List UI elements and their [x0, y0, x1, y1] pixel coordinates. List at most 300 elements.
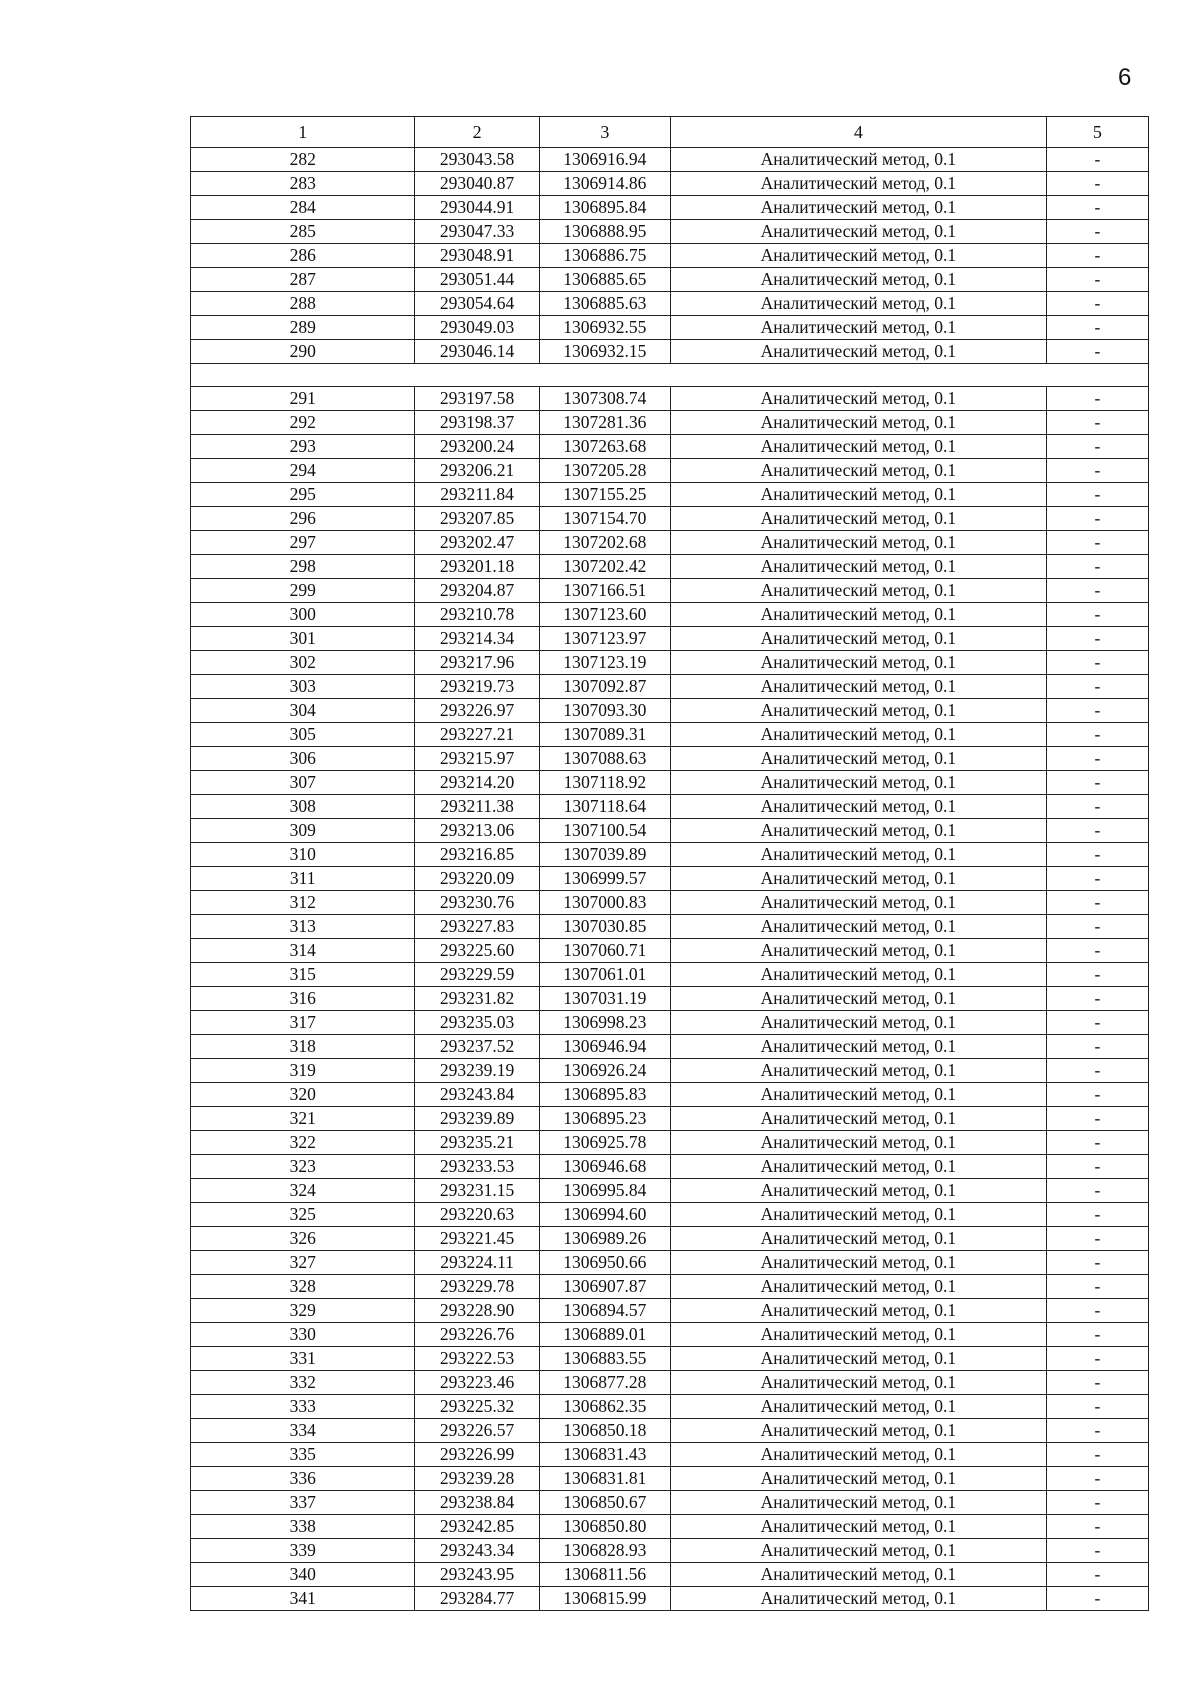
point-number-cell: 300 — [191, 603, 415, 627]
note-cell: - — [1046, 1107, 1148, 1131]
note-cell: - — [1046, 1323, 1148, 1347]
y-coordinate-cell: 1306850.67 — [539, 1491, 670, 1515]
table-row — [191, 244, 1149, 268]
method-cell: Аналитический метод, 0.1 — [670, 675, 1046, 699]
x-coordinate-cell: 293211.38 — [415, 795, 539, 819]
note-cell: - — [1046, 987, 1148, 1011]
method-cell: Аналитический метод, 0.1 — [670, 627, 1046, 651]
note-cell: - — [1046, 843, 1148, 867]
x-coordinate-cell: 293220.63 — [415, 1203, 539, 1227]
method-cell: Аналитический метод, 0.1 — [670, 244, 1046, 268]
y-coordinate-cell: 1307060.71 — [539, 939, 670, 963]
y-coordinate-cell: 1306862.35 — [539, 1395, 670, 1419]
x-coordinate-cell: 293219.73 — [415, 675, 539, 699]
method-cell: Аналитический метод, 0.1 — [670, 1275, 1046, 1299]
x-coordinate-cell: 293243.84 — [415, 1083, 539, 1107]
method-cell: Аналитический метод, 0.1 — [670, 1347, 1046, 1371]
y-coordinate-cell: 1307263.68 — [539, 435, 670, 459]
note-cell: - — [1046, 1515, 1148, 1539]
point-number-cell: 322 — [191, 1131, 415, 1155]
point-number-cell: 295 — [191, 483, 415, 507]
y-coordinate-cell: 1307118.64 — [539, 795, 670, 819]
table-row — [191, 675, 1149, 699]
table-row — [191, 1539, 1149, 1563]
note-cell: - — [1046, 867, 1148, 891]
note-cell: - — [1046, 268, 1148, 292]
x-coordinate-cell: 293235.21 — [415, 1131, 539, 1155]
note-cell: - — [1046, 435, 1148, 459]
point-number-cell: 334 — [191, 1419, 415, 1443]
method-cell: Аналитический метод, 0.1 — [670, 1467, 1046, 1491]
point-number-cell: 327 — [191, 1251, 415, 1275]
note-cell: - — [1046, 1011, 1148, 1035]
x-coordinate-cell: 293239.19 — [415, 1059, 539, 1083]
table-row — [191, 1419, 1149, 1443]
method-cell: Аналитический метод, 0.1 — [670, 603, 1046, 627]
note-cell: - — [1046, 1299, 1148, 1323]
method-cell: Аналитический метод, 0.1 — [670, 196, 1046, 220]
method-cell: Аналитический метод, 0.1 — [670, 292, 1046, 316]
y-coordinate-cell: 1307061.01 — [539, 963, 670, 987]
table-row — [191, 1275, 1149, 1299]
point-number-cell: 336 — [191, 1467, 415, 1491]
x-coordinate-cell: 293043.58 — [415, 148, 539, 172]
note-cell: - — [1046, 723, 1148, 747]
x-coordinate-cell: 293238.84 — [415, 1491, 539, 1515]
table-row — [191, 963, 1149, 987]
x-coordinate-cell: 293233.53 — [415, 1155, 539, 1179]
column-header: 1 — [191, 117, 415, 148]
table-row — [191, 196, 1149, 220]
point-number-cell: 339 — [191, 1539, 415, 1563]
table-row — [191, 316, 1149, 340]
x-coordinate-cell: 293239.89 — [415, 1107, 539, 1131]
note-cell: - — [1046, 1131, 1148, 1155]
method-cell: Аналитический метод, 0.1 — [670, 1563, 1046, 1587]
note-cell: - — [1046, 507, 1148, 531]
note-cell: - — [1046, 1347, 1148, 1371]
table-row — [191, 1491, 1149, 1515]
table-row — [191, 1515, 1149, 1539]
y-coordinate-cell: 1306850.18 — [539, 1419, 670, 1443]
note-cell: - — [1046, 747, 1148, 771]
y-coordinate-cell: 1307088.63 — [539, 747, 670, 771]
method-cell: Аналитический метод, 0.1 — [670, 1419, 1046, 1443]
table-row — [191, 483, 1149, 507]
table-row — [191, 1107, 1149, 1131]
method-cell: Аналитический метод, 0.1 — [670, 148, 1046, 172]
y-coordinate-cell: 1307030.85 — [539, 915, 670, 939]
y-coordinate-cell: 1307118.92 — [539, 771, 670, 795]
x-coordinate-cell: 293229.59 — [415, 963, 539, 987]
point-number-cell: 299 — [191, 579, 415, 603]
note-cell: - — [1046, 340, 1148, 364]
point-number-cell: 286 — [191, 244, 415, 268]
point-number-cell: 290 — [191, 340, 415, 364]
point-number-cell: 330 — [191, 1323, 415, 1347]
table-row — [191, 220, 1149, 244]
method-cell: Аналитический метод, 0.1 — [670, 220, 1046, 244]
x-coordinate-cell: 293048.91 — [415, 244, 539, 268]
point-number-cell: 331 — [191, 1347, 415, 1371]
y-coordinate-cell: 1306916.94 — [539, 148, 670, 172]
point-number-cell: 304 — [191, 699, 415, 723]
y-coordinate-cell: 1306932.15 — [539, 340, 670, 364]
point-number-cell: 332 — [191, 1371, 415, 1395]
table-row — [191, 1227, 1149, 1251]
point-number-cell: 303 — [191, 675, 415, 699]
table-row — [191, 1059, 1149, 1083]
note-cell: - — [1046, 483, 1148, 507]
note-cell: - — [1046, 148, 1148, 172]
x-coordinate-cell: 293202.47 — [415, 531, 539, 555]
method-cell: Аналитический метод, 0.1 — [670, 1395, 1046, 1419]
table-row — [191, 723, 1149, 747]
method-cell: Аналитический метод, 0.1 — [670, 579, 1046, 603]
method-cell: Аналитический метод, 0.1 — [670, 987, 1046, 1011]
method-cell: Аналитический метод, 0.1 — [670, 1203, 1046, 1227]
y-coordinate-cell: 1307031.19 — [539, 987, 670, 1011]
table-row — [191, 1587, 1149, 1611]
table-row — [191, 1323, 1149, 1347]
note-cell: - — [1046, 459, 1148, 483]
point-number-cell: 338 — [191, 1515, 415, 1539]
point-number-cell: 320 — [191, 1083, 415, 1107]
table-row — [191, 1251, 1149, 1275]
y-coordinate-cell: 1306995.84 — [539, 1179, 670, 1203]
y-coordinate-cell: 1306932.55 — [539, 316, 670, 340]
x-coordinate-cell: 293217.96 — [415, 651, 539, 675]
method-cell: Аналитический метод, 0.1 — [670, 1587, 1046, 1611]
table-row — [191, 699, 1149, 723]
point-number-cell: 329 — [191, 1299, 415, 1323]
x-coordinate-cell: 293230.76 — [415, 891, 539, 915]
table-row — [191, 411, 1149, 435]
y-coordinate-cell: 1306831.43 — [539, 1443, 670, 1467]
y-coordinate-cell: 1307202.42 — [539, 555, 670, 579]
x-coordinate-cell: 293226.57 — [415, 1419, 539, 1443]
y-coordinate-cell: 1307100.54 — [539, 819, 670, 843]
note-cell: - — [1046, 1035, 1148, 1059]
y-coordinate-cell: 1306885.65 — [539, 268, 670, 292]
note-cell: - — [1046, 1059, 1148, 1083]
point-number-cell: 335 — [191, 1443, 415, 1467]
method-cell: Аналитический метод, 0.1 — [670, 172, 1046, 196]
table-row — [191, 1035, 1149, 1059]
point-number-cell: 310 — [191, 843, 415, 867]
point-number-cell: 316 — [191, 987, 415, 1011]
x-coordinate-cell: 293216.85 — [415, 843, 539, 867]
note-cell: - — [1046, 675, 1148, 699]
method-cell: Аналитический метод, 0.1 — [670, 747, 1046, 771]
table-row — [191, 1131, 1149, 1155]
table-row — [191, 172, 1149, 196]
point-number-cell: 315 — [191, 963, 415, 987]
x-coordinate-cell: 293231.15 — [415, 1179, 539, 1203]
point-number-cell: 301 — [191, 627, 415, 651]
method-cell: Аналитический метод, 0.1 — [670, 1083, 1046, 1107]
table-row — [191, 939, 1149, 963]
note-cell: - — [1046, 627, 1148, 651]
note-cell: - — [1046, 387, 1148, 411]
table-row — [191, 1563, 1149, 1587]
table-row — [191, 1371, 1149, 1395]
y-coordinate-cell: 1306886.75 — [539, 244, 670, 268]
x-coordinate-cell: 293214.34 — [415, 627, 539, 651]
table-row — [191, 1083, 1149, 1107]
point-number-cell: 324 — [191, 1179, 415, 1203]
table-row — [191, 747, 1149, 771]
method-cell: Аналитический метод, 0.1 — [670, 1443, 1046, 1467]
point-number-cell: 293 — [191, 435, 415, 459]
table-row — [191, 531, 1149, 555]
y-coordinate-cell: 1307202.68 — [539, 531, 670, 555]
note-cell: - — [1046, 316, 1148, 340]
method-cell: Аналитический метод, 0.1 — [670, 459, 1046, 483]
point-number-cell: 317 — [191, 1011, 415, 1035]
y-coordinate-cell: 1306895.83 — [539, 1083, 670, 1107]
x-coordinate-cell: 293243.34 — [415, 1539, 539, 1563]
x-coordinate-cell: 293054.64 — [415, 292, 539, 316]
method-cell: Аналитический метод, 0.1 — [670, 411, 1046, 435]
table-row — [191, 459, 1149, 483]
point-number-cell: 283 — [191, 172, 415, 196]
table-row — [191, 843, 1149, 867]
table-header-row — [191, 117, 1149, 148]
table-row — [191, 1347, 1149, 1371]
point-number-cell: 323 — [191, 1155, 415, 1179]
note-cell: - — [1046, 1179, 1148, 1203]
note-cell: - — [1046, 1155, 1148, 1179]
x-coordinate-cell: 293051.44 — [415, 268, 539, 292]
point-number-cell: 285 — [191, 220, 415, 244]
y-coordinate-cell: 1306811.56 — [539, 1563, 670, 1587]
y-coordinate-cell: 1307154.70 — [539, 507, 670, 531]
note-cell: - — [1046, 651, 1148, 675]
table-row — [191, 627, 1149, 651]
point-number-cell: 298 — [191, 555, 415, 579]
note-cell: - — [1046, 1251, 1148, 1275]
table-row — [191, 1179, 1149, 1203]
x-coordinate-cell: 293221.45 — [415, 1227, 539, 1251]
note-cell: - — [1046, 1227, 1148, 1251]
method-cell: Аналитический метод, 0.1 — [670, 1011, 1046, 1035]
y-coordinate-cell: 1306895.23 — [539, 1107, 670, 1131]
y-coordinate-cell: 1306877.28 — [539, 1371, 670, 1395]
x-coordinate-cell: 293047.33 — [415, 220, 539, 244]
method-cell: Аналитический метод, 0.1 — [670, 387, 1046, 411]
y-coordinate-cell: 1307281.36 — [539, 411, 670, 435]
y-coordinate-cell: 1306914.86 — [539, 172, 670, 196]
note-cell: - — [1046, 220, 1148, 244]
method-cell: Аналитический метод, 0.1 — [670, 843, 1046, 867]
y-coordinate-cell: 1306815.99 — [539, 1587, 670, 1611]
method-cell: Аналитический метод, 0.1 — [670, 1515, 1046, 1539]
x-coordinate-cell: 293207.85 — [415, 507, 539, 531]
x-coordinate-cell: 293200.24 — [415, 435, 539, 459]
method-cell: Аналитический метод, 0.1 — [670, 1179, 1046, 1203]
note-cell: - — [1046, 579, 1148, 603]
point-number-cell: 305 — [191, 723, 415, 747]
note-cell: - — [1046, 963, 1148, 987]
x-coordinate-cell: 293198.37 — [415, 411, 539, 435]
y-coordinate-cell: 1306926.24 — [539, 1059, 670, 1083]
note-cell: - — [1046, 1587, 1148, 1611]
point-number-cell: 341 — [191, 1587, 415, 1611]
point-number-cell: 325 — [191, 1203, 415, 1227]
point-number-cell: 313 — [191, 915, 415, 939]
x-coordinate-cell: 293229.78 — [415, 1275, 539, 1299]
method-cell: Аналитический метод, 0.1 — [670, 891, 1046, 915]
y-coordinate-cell: 1306831.81 — [539, 1467, 670, 1491]
note-cell: - — [1046, 795, 1148, 819]
y-coordinate-cell: 1306885.63 — [539, 292, 670, 316]
table-row — [191, 987, 1149, 1011]
point-number-cell: 312 — [191, 891, 415, 915]
table-row — [191, 1155, 1149, 1179]
point-number-cell: 318 — [191, 1035, 415, 1059]
table-row — [191, 651, 1149, 675]
x-coordinate-cell: 293243.95 — [415, 1563, 539, 1587]
x-coordinate-cell: 293239.28 — [415, 1467, 539, 1491]
point-number-cell: 297 — [191, 531, 415, 555]
x-coordinate-cell: 293237.52 — [415, 1035, 539, 1059]
table-row — [191, 1203, 1149, 1227]
method-cell: Аналитический метод, 0.1 — [670, 867, 1046, 891]
y-coordinate-cell: 1307308.74 — [539, 387, 670, 411]
method-cell: Аналитический метод, 0.1 — [670, 316, 1046, 340]
table-row — [191, 603, 1149, 627]
y-coordinate-cell: 1307123.19 — [539, 651, 670, 675]
x-coordinate-cell: 293040.87 — [415, 172, 539, 196]
note-cell: - — [1046, 699, 1148, 723]
table-row — [191, 435, 1149, 459]
note-cell: - — [1046, 1563, 1148, 1587]
point-number-cell: 308 — [191, 795, 415, 819]
note-cell: - — [1046, 531, 1148, 555]
y-coordinate-cell: 1307123.60 — [539, 603, 670, 627]
table-row — [191, 795, 1149, 819]
method-cell: Аналитический метод, 0.1 — [670, 1299, 1046, 1323]
y-coordinate-cell: 1306950.66 — [539, 1251, 670, 1275]
y-coordinate-cell: 1307000.83 — [539, 891, 670, 915]
note-cell: - — [1046, 1083, 1148, 1107]
y-coordinate-cell: 1306850.80 — [539, 1515, 670, 1539]
point-number-cell: 309 — [191, 819, 415, 843]
x-coordinate-cell: 293227.83 — [415, 915, 539, 939]
table-row — [191, 915, 1149, 939]
method-cell: Аналитический метод, 0.1 — [670, 939, 1046, 963]
y-coordinate-cell: 1307092.87 — [539, 675, 670, 699]
method-cell: Аналитический метод, 0.1 — [670, 1539, 1046, 1563]
y-coordinate-cell: 1307166.51 — [539, 579, 670, 603]
point-number-cell: 307 — [191, 771, 415, 795]
method-cell: Аналитический метод, 0.1 — [670, 651, 1046, 675]
method-cell: Аналитический метод, 0.1 — [670, 1227, 1046, 1251]
note-cell: - — [1046, 411, 1148, 435]
table-row — [191, 819, 1149, 843]
point-number-cell: 311 — [191, 867, 415, 891]
x-coordinate-cell: 293049.03 — [415, 316, 539, 340]
table-row — [191, 579, 1149, 603]
method-cell: Аналитический метод, 0.1 — [670, 435, 1046, 459]
point-number-cell: 340 — [191, 1563, 415, 1587]
x-coordinate-cell: 293228.90 — [415, 1299, 539, 1323]
note-cell: - — [1046, 1443, 1148, 1467]
note-cell: - — [1046, 819, 1148, 843]
column-header: 2 — [415, 117, 539, 148]
method-cell: Аналитический метод, 0.1 — [670, 963, 1046, 987]
method-cell: Аналитический метод, 0.1 — [670, 483, 1046, 507]
note-cell: - — [1046, 196, 1148, 220]
table-row — [191, 1011, 1149, 1035]
table-row — [191, 555, 1149, 579]
method-cell: Аналитический метод, 0.1 — [670, 1155, 1046, 1179]
y-coordinate-cell: 1306888.95 — [539, 220, 670, 244]
method-cell: Аналитический метод, 0.1 — [670, 1059, 1046, 1083]
point-number-cell: 296 — [191, 507, 415, 531]
x-coordinate-cell: 293224.11 — [415, 1251, 539, 1275]
note-cell: - — [1046, 1275, 1148, 1299]
point-number-cell: 328 — [191, 1275, 415, 1299]
note-cell: - — [1046, 1539, 1148, 1563]
x-coordinate-cell: 293046.14 — [415, 340, 539, 364]
method-cell: Аналитический метод, 0.1 — [670, 507, 1046, 531]
method-cell: Аналитический метод, 0.1 — [670, 1323, 1046, 1347]
group-separator-row — [191, 364, 1149, 387]
method-cell: Аналитический метод, 0.1 — [670, 1371, 1046, 1395]
method-cell: Аналитический метод, 0.1 — [670, 1035, 1046, 1059]
x-coordinate-cell: 293284.77 — [415, 1587, 539, 1611]
y-coordinate-cell: 1307093.30 — [539, 699, 670, 723]
column-header: 3 — [539, 117, 670, 148]
table-row — [191, 1299, 1149, 1323]
note-cell: - — [1046, 771, 1148, 795]
table-row — [191, 1467, 1149, 1491]
y-coordinate-cell: 1306998.23 — [539, 1011, 670, 1035]
x-coordinate-cell: 293231.82 — [415, 987, 539, 1011]
point-number-cell: 333 — [191, 1395, 415, 1419]
x-coordinate-cell: 293201.18 — [415, 555, 539, 579]
table-row — [191, 268, 1149, 292]
column-header: 5 — [1046, 117, 1148, 148]
x-coordinate-cell: 293211.84 — [415, 483, 539, 507]
point-number-cell: 287 — [191, 268, 415, 292]
x-coordinate-cell: 293204.87 — [415, 579, 539, 603]
y-coordinate-cell: 1306925.78 — [539, 1131, 670, 1155]
x-coordinate-cell: 293226.97 — [415, 699, 539, 723]
y-coordinate-cell: 1306999.57 — [539, 867, 670, 891]
table-row — [191, 1443, 1149, 1467]
note-cell: - — [1046, 1419, 1148, 1443]
method-cell: Аналитический метод, 0.1 — [670, 1107, 1046, 1131]
table-row — [191, 891, 1149, 915]
point-number-cell: 319 — [191, 1059, 415, 1083]
table-row — [191, 387, 1149, 411]
table-row — [191, 148, 1149, 172]
method-cell: Аналитический метод, 0.1 — [670, 771, 1046, 795]
method-cell: Аналитический метод, 0.1 — [670, 915, 1046, 939]
coordinates-table — [190, 116, 1149, 1611]
note-cell: - — [1046, 939, 1148, 963]
method-cell: Аналитический метод, 0.1 — [670, 723, 1046, 747]
method-cell: Аналитический метод, 0.1 — [670, 268, 1046, 292]
table-row — [191, 507, 1149, 531]
x-coordinate-cell: 293226.99 — [415, 1443, 539, 1467]
x-coordinate-cell: 293206.21 — [415, 459, 539, 483]
method-cell: Аналитический метод, 0.1 — [670, 1131, 1046, 1155]
x-coordinate-cell: 293222.53 — [415, 1347, 539, 1371]
